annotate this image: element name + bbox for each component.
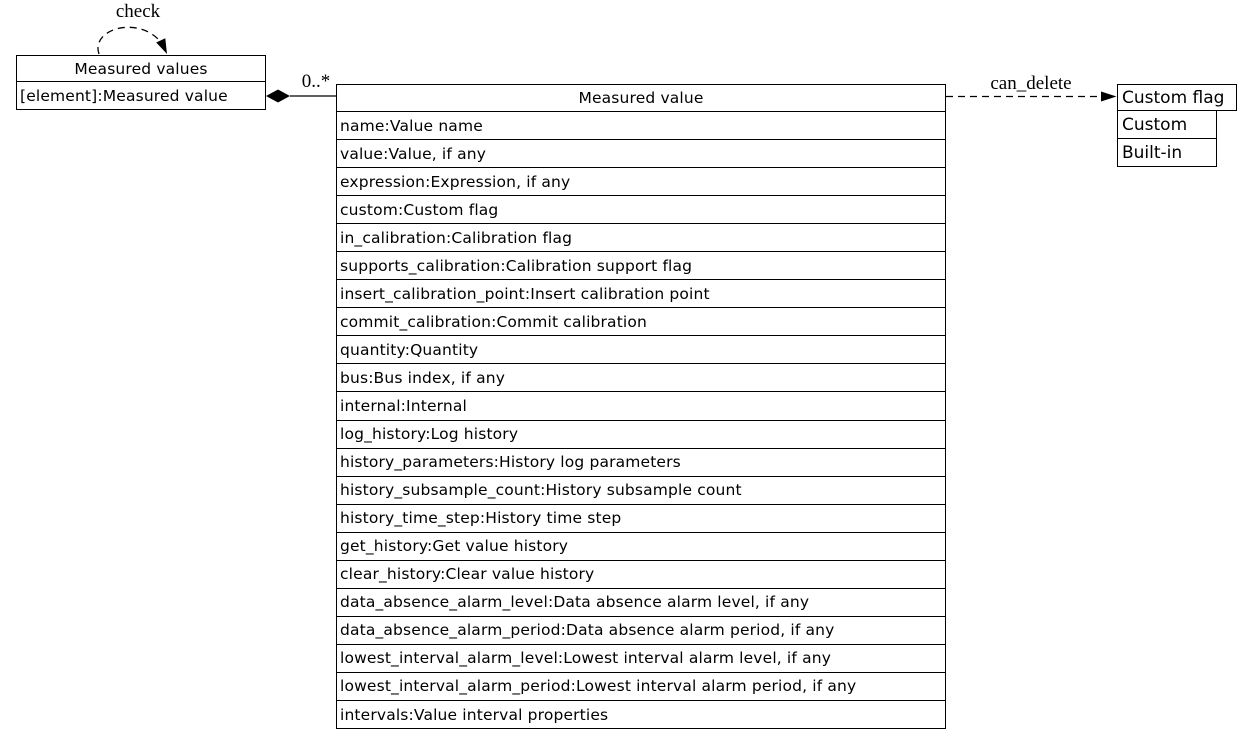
attribute-row: history_time_step:History time step	[337, 504, 945, 532]
attribute-row: get_history:Get value history	[337, 532, 945, 560]
attribute-row: custom:Custom flag	[337, 195, 945, 223]
attribute-row: intervals:Value interval properties	[337, 700, 945, 728]
check-arrowhead-icon	[156, 38, 167, 54]
attribute-row: data_absence_alarm_level:Data absence alarm level, if any	[337, 588, 945, 616]
attribute-row: lowest_interval_alarm_level:Lowest interval alarm level, if any	[337, 644, 945, 672]
attribute-row: internal:Internal	[337, 391, 945, 419]
attribute-row: supports_calibration:Calibration support flag	[337, 251, 945, 279]
multiplicity-label: 0..*	[301, 71, 331, 92]
attribute-row: expression:Expression, if any	[337, 167, 945, 195]
attribute-row: [element]:Measured value	[20, 86, 228, 105]
node-title: Measured values	[17, 56, 265, 82]
attribute-row: value:Value, if any	[337, 139, 945, 167]
attribute-row: history_parameters:History log parameters	[337, 448, 945, 476]
node-title: Measured value	[578, 89, 704, 107]
check-edge-label: check	[115, 1, 161, 22]
enum-row: Custom	[1117, 110, 1217, 139]
attribute-row: lowest_interval_alarm_period:Lowest interval alarm period, if any	[337, 672, 945, 700]
attribute-row: log_history:Log history	[337, 420, 945, 448]
attribute-row: bus:Bus index, if any	[337, 363, 945, 391]
attribute-row: data_absence_alarm_period:Data absence alarm period, if any	[337, 616, 945, 644]
node-measured-value	[336, 84, 946, 729]
attribute-row: clear_history:Clear value history	[337, 560, 945, 588]
enum-row: Built-in	[1117, 138, 1217, 167]
attribute-row: insert_calibration_point:Insert calibration point	[337, 279, 945, 307]
attribute-row: quantity:Quantity	[337, 335, 945, 363]
node-measured-values	[16, 55, 266, 110]
node-custom-flag-title: Custom flag	[1117, 84, 1237, 111]
attribute-row: name:Value name	[337, 111, 945, 139]
can-delete-edge-label: can_delete	[990, 73, 1072, 94]
attribute-row: in_calibration:Calibration flag	[337, 223, 945, 251]
attribute-row: history_subsample_count:History subsample count	[337, 476, 945, 504]
check-self-loop-edge	[98, 27, 163, 54]
attribute-row: commit_calibration:Commit calibration	[337, 307, 945, 335]
can-delete-arrowhead-icon	[1101, 92, 1117, 102]
composition-diamond-icon	[266, 90, 290, 103]
